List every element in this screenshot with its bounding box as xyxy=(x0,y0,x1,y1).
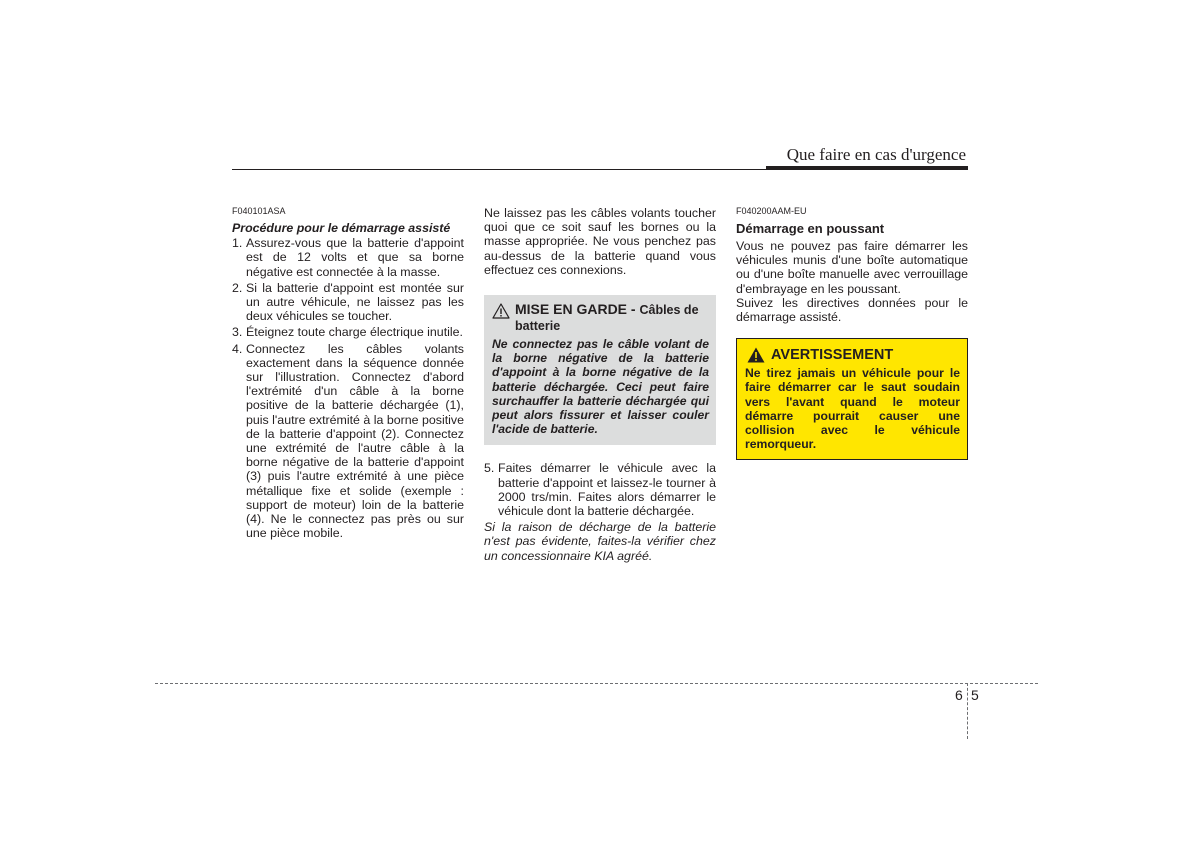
step-item: 2. Si la batterie d'appoint est montée sur un autre véhicule, ne laissez pas les deux véhicules se toucher. xyxy=(232,280,464,324)
footer-vertical-rule xyxy=(967,683,968,739)
step-item: 1. Assurez-vous que la batterie d'appoint est de 12 volts et que sa borne négative est connectée à la masse. xyxy=(232,236,464,279)
footer-rule xyxy=(155,683,1038,684)
column-jump-start xyxy=(232,206,464,542)
warning-body: Ne tirez jamais un véhicule pour le faire démarrer car le saut soudain vers l'avant quand le moteur démarre pourrait causer une collision avec le véhicule remorqueur. xyxy=(745,366,960,452)
warning-title: AVERTISSEMENT xyxy=(771,347,894,364)
page-header-title: Que faire en cas d'urgence xyxy=(786,145,966,164)
section-code: F040101ASA xyxy=(232,206,286,216)
section-subtitle: Procédure pour le démarrage assisté xyxy=(232,221,451,235)
column-cables xyxy=(484,206,716,563)
caution-body: Ne connectez pas le câble volant de la borne négative de la batterie d'appoint à la borne négative de la batterie déchargée. Ceci peut faire surchauffer la batterie déchargée qui peut alors fissurer et laisser couler l'acide de batterie. xyxy=(492,337,709,437)
note-paragraph: Si la raison de décharge de la batterie n'est pas évidente, faites-la vérifier chez un concessionnaire KIA agréé. xyxy=(484,520,716,563)
caution-header xyxy=(492,302,709,334)
intro-paragraph: Ne laissez pas les câbles volants toucher quoi que ce soit sauf les bornes ou la masse appropriée. Ne vous penchez pas au-dessus de la batterie quand vous effectuez ces connexions. xyxy=(484,206,716,277)
steps-list-continued xyxy=(484,461,716,518)
warning-header xyxy=(745,347,960,363)
section-code: F040200AAM-EU xyxy=(736,206,807,216)
step-item: 3. Éteignez toute charge électrique inutile. xyxy=(232,325,463,340)
steps-list xyxy=(232,236,464,540)
paragraph: Vous ne pouvez pas faire démarrer les véhicules munis d'une boîte automatique ou d'une boîte manuelle avec verrouillage d'embrayage en les poussant. xyxy=(736,239,968,296)
warning-box xyxy=(736,338,968,460)
step-item: 5. Faites démarrer le véhicule avec la batterie d'appoint et laissez-le tourner à 2000 trs/min. Faites alors démarrer le véhicule dont la batterie déchargée. xyxy=(484,461,716,519)
column-push-start xyxy=(736,206,968,460)
warning-triangle-icon xyxy=(492,303,510,319)
step-item: 4. Connectez les câbles volants exactement dans la séquence donnée sur l'illustration. Connectez d'abord l'extrémité d'un câble à la borne positive de la batterie déchargée (1), puis l'autre extrémité à la borne positive de la batterie d'appoint (2). Connectez une extrémité de l'autre câble à la borne négative de la batterie d'appoint (3) puis l'autre extrémité à une pièce métallique fixe et solide (exemple : support de moteur) loin de la batterie (4). Ne le connectez pas près ou sur une pièce mobile. xyxy=(232,341,464,541)
section-heading: Démarrage en poussant xyxy=(736,221,885,236)
warning-triangle-icon xyxy=(747,347,765,363)
caution-box xyxy=(484,295,716,445)
header-bar xyxy=(766,166,968,170)
chapter-number: 6 xyxy=(955,687,963,703)
page-number: 5 xyxy=(971,687,979,703)
caution-title: MISE EN GARDE - Câbles de batterie xyxy=(515,301,699,334)
paragraph: Suivez les directives données pour le démarrage assisté. xyxy=(736,295,968,325)
